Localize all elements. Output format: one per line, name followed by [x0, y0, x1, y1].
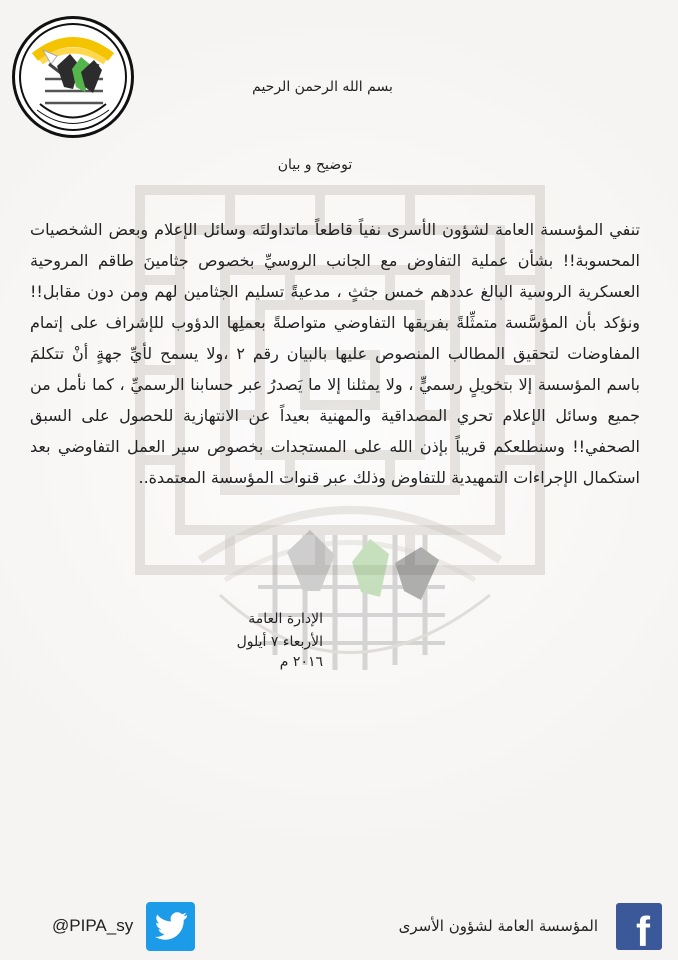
facebook-page-name[interactable]: المؤسسة العامة لشؤون الأسرى [398, 917, 598, 935]
signature-organization: الإدارة العامة [248, 611, 323, 627]
logo-watermark [160, 465, 540, 715]
document-title: توضيح و بيان [277, 157, 353, 173]
statement-body: تنفي المؤسسة العامة لشؤون الأسرى نفياً قاطعاً ماتداولتَه وسائل الإعلام وبعض الشخصيات المحسوبة!! بشأن عملية التفاوض مع الجانب الروسيِّ بخصوص جثامينَ طاقم المروحية العسكرية الروسية البالغ عددهم خمس جثثٍ ، مدعيةً تسليم الجثامين لهم ومن دون مقابل!! ونؤكد بأن المؤسَّسة متمثِّلةً بفريقها التفاوضي متواصلةً بعملِها الدؤوب للإشراف على إتمام المفاوضات لتحقيق المطالب المنصوص عليها بالبيان رقم ٢ ،ولا يسمح لأيِّ جهةٍ أنْ تتكلمَ باسم المؤسسة إلا بتخويلٍ رسميٍّ ، ولا يمثلنا إلا ما يَصدرُ عبر حسابنا الرسميِّ ، كما نأمل من جميع وسائل الإعلام تحري المصداقية والمهنية بعيداً عن الانتهازية للحصول على السبق الصحفي!! وسنطلعكم قريباً بإذن الله على المستجدات بخصوص سير العمل التفاوضي بعد استكمال الإجراءات التمهيدية للتفاوض وذلك عبر قنوات المؤسسة المعتمدة.. [30, 220, 641, 487]
basmala: بسم الله الرحمن الرحيم [252, 79, 393, 95]
signature-date: الأربعاء ٧ أيلول ٢٠١٦ م [236, 634, 323, 670]
twitter-icon[interactable] [146, 902, 195, 951]
organization-logo [12, 16, 134, 138]
organization-logo-graphic [15, 19, 131, 135]
facebook-icon[interactable] [616, 903, 662, 955]
facebook-link[interactable] [352, 901, 662, 955]
twitter-handle[interactable]: @PIPA_sy [52, 916, 134, 935]
facebook-f-icon: f [636, 907, 650, 955]
twitter-bird-icon [154, 911, 188, 941]
twitter-link[interactable] [52, 901, 227, 951]
